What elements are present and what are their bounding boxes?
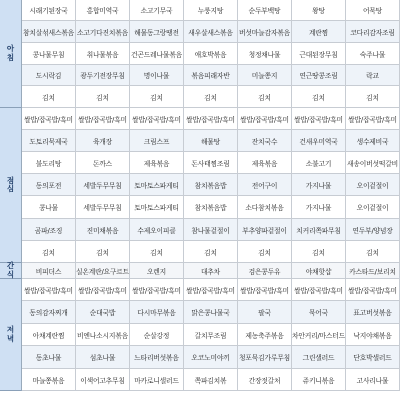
menu-cell-lunch: 토마토스파게티 — [130, 196, 184, 219]
menu-cell-lunch: 김치 — [22, 241, 76, 263]
meal-label-char: 간 — [6, 261, 15, 271]
menu-cell-dinner: 표고버섯볶음 — [346, 301, 400, 324]
menu-cell-lunch: 전어구이 — [238, 174, 292, 196]
menu-cell-lunch: 김치 — [130, 241, 184, 263]
menu-cell-breakfast: 연근땅콩조림 — [292, 65, 346, 86]
menu-cell-lunch: 오이겉절이 — [346, 174, 400, 196]
menu-cell-dinner: 팔국 — [238, 301, 292, 324]
menu-cell-dinner: 쌀밥/잡곡밥/흑미 — [346, 279, 400, 301]
menu-cell-lunch: 돈사태찜조림 — [184, 152, 238, 174]
menu-cell-snack: 대추차 — [184, 263, 238, 279]
menu-cell-lunch: 김치 — [184, 241, 238, 263]
menu-cell-lunch: 육개장 — [76, 130, 130, 152]
menu-cell-lunch: 세발두무무침 — [76, 196, 130, 219]
menu-cell-dinner: 순대국밥 — [76, 301, 130, 324]
menu-cell-dinner: 비엔나소시지볶음 — [76, 324, 130, 346]
menu-cell-lunch: 김치 — [346, 241, 400, 263]
meal-label-dinner — [0, 279, 22, 391]
menu-cell-lunch: 참치볶음밥 — [184, 196, 238, 219]
menu-cell-breakfast: 어묵탕 — [346, 0, 400, 21]
meal-label-breakfast — [0, 0, 22, 108]
menu-cell-snack: 야채핫샵 — [292, 263, 346, 279]
menu-cell-dinner: 마늘쫑볶음 — [22, 369, 76, 391]
menu-cell-lunch: 쌀밥/잡곡밥/흑미 — [130, 108, 184, 130]
menu-cell-breakfast: 홍합미역국 — [76, 0, 130, 21]
meal-label-snack — [0, 263, 22, 279]
menu-cell-breakfast: 김치 — [22, 86, 76, 108]
meal-label-char: 식 — [6, 269, 15, 279]
menu-cell-lunch: 가지나물 — [292, 196, 346, 219]
menu-cell-breakfast: 김치 — [292, 86, 346, 108]
menu-cell-breakfast: 명이나물 — [130, 65, 184, 86]
menu-cell-dinner: 쌀밥/잡곡밥/흑미 — [76, 279, 130, 301]
menu-cell-breakfast: 김치 — [76, 86, 130, 108]
menu-cell-dinner: 이색어고추무침 — [76, 369, 130, 391]
menu-cell-lunch: 곰파/조징 — [22, 219, 76, 241]
menu-cell-lunch: 새송이버섯떡갈비 — [346, 152, 400, 174]
menu-cell-dinner: 순살강정 — [130, 324, 184, 346]
menu-cell-breakfast: 근대된장무침 — [292, 43, 346, 65]
meal-label-char: 아 — [6, 44, 15, 54]
menu-cell-dinner: 쌀밥/잡곡밥/흑미 — [22, 279, 76, 301]
menu-cell-lunch: 참나물겉절이 — [184, 219, 238, 241]
menu-cell-dinner: 제농축주볶음 — [238, 324, 292, 346]
menu-cell-lunch: 진미채볶음 — [76, 219, 130, 241]
menu-cell-dinner: 간장젓갈처 — [238, 369, 292, 391]
menu-cell-snack: 실온계란/요구르트 — [76, 263, 130, 279]
menu-cell-lunch: 쌀밥/잡곡밥/흑미 — [292, 108, 346, 130]
menu-cell-lunch: 도토리묵제국 — [22, 130, 76, 152]
menu-cell-lunch: 불도리탕 — [22, 152, 76, 174]
meal-label-char: 녁 — [6, 333, 15, 343]
menu-cell-dinner: 동초나물 — [22, 346, 76, 369]
menu-cell-lunch: 토마토스파게티 — [130, 174, 184, 196]
menu-cell-lunch: 소다참치볶음 — [238, 196, 292, 219]
menu-cell-dinner: 아채계란찜 — [22, 324, 76, 346]
menu-cell-lunch: 쌀밥/잡곡밥/흑미 — [184, 108, 238, 130]
menu-cell-breakfast: 볶음피래자반 — [184, 65, 238, 86]
menu-cell-lunch: 참치볶음밥 — [184, 174, 238, 196]
menu-cell-lunch: 생수제비국 — [346, 130, 400, 152]
menu-cell-lunch: 치커리쪽파무침 — [292, 219, 346, 241]
menu-cell-lunch: 김치 — [76, 241, 130, 263]
menu-cell-breakfast: 순두부백탕 — [238, 0, 292, 21]
menu-cell-lunch: 돈까스 — [76, 152, 130, 174]
menu-cell-breakfast: 코다리감자조림 — [346, 21, 400, 43]
menu-cell-snack: 카스타드/보리치 — [346, 263, 400, 279]
meal-label-char: 점 — [6, 175, 15, 185]
menu-cell-lunch: 가지나물 — [292, 174, 346, 196]
menu-cell-breakfast: 건곤드레나물볶음 — [130, 43, 184, 65]
menu-cell-snack: 오렌지 — [130, 263, 184, 279]
menu-cell-lunch: 제육볶음 — [238, 152, 292, 174]
menu-cell-dinner: 묵어국 — [292, 301, 346, 324]
menu-cell-breakfast: 시래기된장국 — [22, 0, 76, 21]
menu-cell-breakfast: 락교 — [346, 65, 400, 86]
menu-cell-breakfast: 애호박볶음 — [184, 43, 238, 65]
menu-cell-lunch: 세발두무무침 — [76, 174, 130, 196]
menu-cell-breakfast: 소고기무국 — [130, 0, 184, 21]
menu-cell-dinner: 청포묵김가루무침 — [238, 346, 292, 369]
menu-cell-dinner: 쌀밥/잡곡밥/흑미 — [184, 279, 238, 301]
menu-cell-dinner: 쌀밥/잡곡밥/흑미 — [130, 279, 184, 301]
menu-cell-snack: 비피더스 — [22, 263, 76, 279]
menu-cell-dinner: 섬초나물 — [76, 346, 130, 369]
menu-cell-dinner: 다시마무볶음 — [130, 301, 184, 324]
menu-cell-breakfast: 김치 — [130, 86, 184, 108]
meal-label-char: 침 — [6, 52, 15, 62]
menu-cell-dinner: 쌀밥/잡곡밥/흑미 — [292, 279, 346, 301]
menu-cell-breakfast: 김치 — [346, 86, 400, 108]
menu-cell-lunch: 김치 — [292, 241, 346, 263]
menu-cell-lunch: 쌀밥/잡곡밥/흑미 — [238, 108, 292, 130]
menu-cell-breakfast: 콩나물무침 — [22, 43, 76, 65]
menu-cell-lunch: 김치 — [238, 241, 292, 263]
menu-cell-lunch: 부추양파겉절이 — [238, 219, 292, 241]
menu-cell-dinner: 차안커리/마스터드 — [292, 324, 346, 346]
menu-cell-dinner: 고사리나물 — [346, 369, 400, 391]
menu-cell-dinner: 단호박샐러드 — [346, 346, 400, 369]
menu-cell-breakfast: 미늘쫑지 — [238, 65, 292, 86]
menu-cell-dinner: 맑은콩나물국 — [184, 301, 238, 324]
meal-label-lunch — [0, 108, 22, 263]
meal-label-char: 심 — [6, 184, 15, 193]
menu-cell-dinner: 갈치무조림 — [184, 324, 238, 346]
menu-cell-breakfast: 참치살섞새스볶음 — [22, 21, 76, 43]
menu-cell-breakfast: 누룽지탕 — [184, 0, 238, 21]
menu-cell-breakfast: 취나물볶음 — [76, 43, 130, 65]
menu-cell-breakfast: 광두기전장무침 — [76, 65, 130, 86]
menu-cell-snack: 검은콩두유 — [238, 263, 292, 279]
menu-cell-lunch: 소불고기 — [292, 152, 346, 174]
menu-cell-lunch: 동의포전 — [22, 174, 76, 196]
menu-cell-lunch: 건새우미역국 — [292, 130, 346, 152]
menu-cell-breakfast: 버섯마늘감자볶음 — [238, 21, 292, 43]
menu-cell-breakfast: 숙주나물 — [346, 43, 400, 65]
menu-cell-lunch: 해물탕 — [184, 130, 238, 152]
menu-cell-breakfast: 새우살새스볶음 — [184, 21, 238, 43]
menu-cell-breakfast: 김치 — [184, 86, 238, 108]
menu-cell-dinner: 동의감자찌개 — [22, 301, 76, 324]
menu-cell-lunch: 연두부/양념장 — [346, 219, 400, 241]
menu-cell-dinner: 오코노미야끼 — [184, 346, 238, 369]
menu-cell-breakfast: 소고기다진치볶음 — [76, 21, 130, 43]
meal-label-char: 저 — [6, 325, 15, 335]
menu-cell-lunch: 수제오이피클 — [130, 219, 184, 241]
menu-cell-breakfast: 김치 — [238, 86, 292, 108]
menu-cell-lunch: 쌀밥/잡곡밥/흑미 — [22, 108, 76, 130]
menu-cell-lunch: 쌀밥/잡곡밥/흑미 — [76, 108, 130, 130]
menu-cell-dinner: 마카로니샐러드 — [130, 369, 184, 391]
menu-cell-dinner: 쌀밥/잡곡밥/흑미 — [238, 279, 292, 301]
menu-cell-lunch: 오이겉절이 — [346, 196, 400, 219]
menu-cell-breakfast: 왕탕 — [292, 0, 346, 21]
menu-cell-lunch: 쌀밥/잡곡밥/흑미 — [346, 108, 400, 130]
menu-cell-breakfast: 계란찜 — [292, 21, 346, 43]
menu-cell-dinner: 쥬키니볶음 — [292, 369, 346, 391]
menu-cell-dinner: 그린샐러드 — [292, 346, 346, 369]
menu-cell-dinner: 느타리버섯볶음 — [130, 346, 184, 369]
menu-cell-breakfast: 해물동그랑땡전 — [130, 21, 184, 43]
menu-cell-lunch: 제육볶음 — [130, 152, 184, 174]
menu-cell-lunch: 크림스프 — [130, 130, 184, 152]
menu-cell-breakfast: 청정채나물 — [238, 43, 292, 65]
menu-cell-lunch: 콩나물 — [22, 196, 76, 219]
menu-cell-dinner: 쪽파김치볶 — [184, 369, 238, 391]
menu-cell-dinner: 낙지야채볶음 — [346, 324, 400, 346]
menu-cell-breakfast: 도시락김 — [22, 65, 76, 86]
menu-cell-lunch: 잔치국수 — [238, 130, 292, 152]
